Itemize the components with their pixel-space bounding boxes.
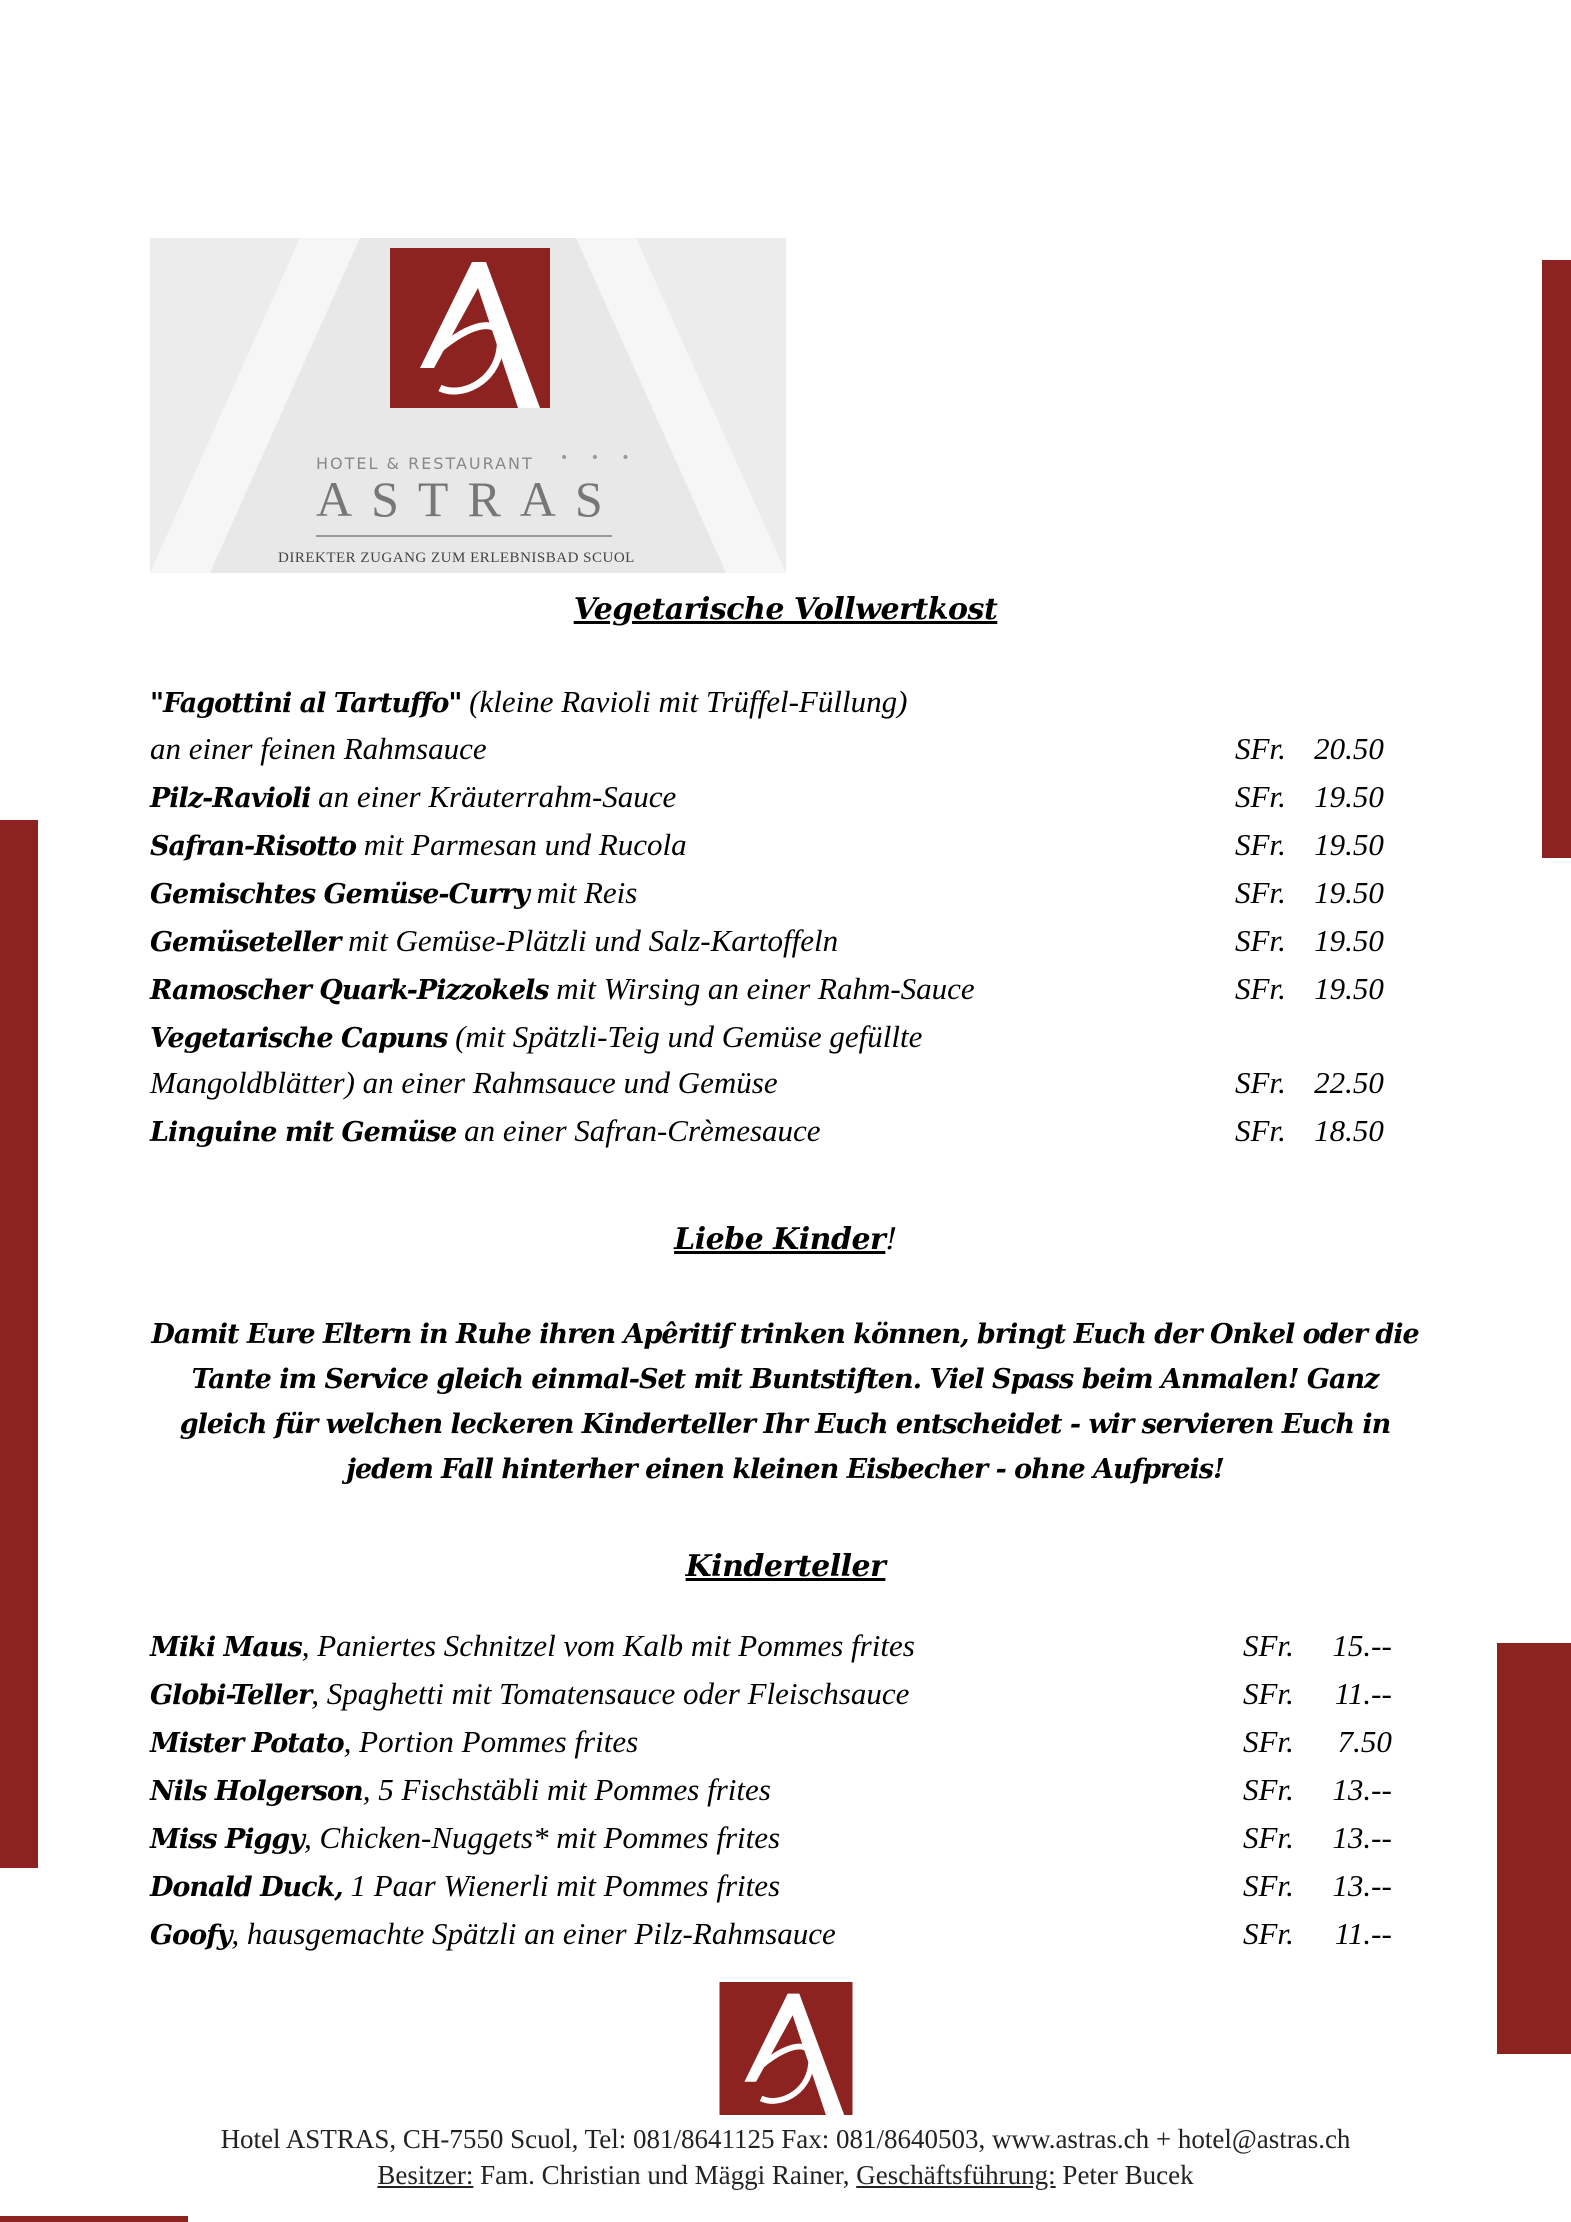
- footer-logo-icon: [718, 1982, 854, 2115]
- dish-description: mit Parmesan und Rucola: [356, 827, 687, 862]
- dish-description: mit Reis: [528, 875, 638, 910]
- dish-name: Miss Piggy: [150, 1824, 304, 1855]
- dish-price: SFr. 13.--: [1243, 1820, 1392, 1855]
- menu-item: [150, 821, 1390, 869]
- kids-heading: Liebe Kinder!: [674, 1222, 897, 1257]
- dish-description: mit Wirsing an einer Rahm-Sauce: [548, 971, 975, 1006]
- dish-description: , Chicken-Nuggets* mit Pommes frites: [303, 1820, 781, 1855]
- menu-item: [150, 1814, 1390, 1862]
- dish-description: , Paniertes Schnitzel vom Kalb mit Pommes frites: [301, 1628, 915, 1663]
- dish-name: Ramoscher Quark-Pizzokels: [150, 975, 549, 1006]
- dish-description: (mit Spätzli-Teig und Gemüse gefüllte: [447, 1019, 923, 1054]
- logo-divider: [316, 535, 612, 537]
- menu-item: [150, 1670, 1390, 1718]
- kids-intro-text: Damit Eure Eltern in Ruhe ihren Apêritif trinken können, bringt Euch der Onkel oder die Tante im Service gleich einmal-Set mit Buntstiften. Viel Spass beim Anmalen! Ganz gleich für welchen leckeren Kinderteller Ihr Euch entscheidet - wir servieren Euch in jedem Fall hinterher einen kleinen Eisbecher - ohne Aufpreis!: [151, 1319, 1419, 1485]
- menu-item: [150, 1718, 1390, 1766]
- logo-icon: [390, 248, 550, 408]
- menu-item: [150, 1013, 1390, 1061]
- dish-name: Gemischtes Gemüse-Curry: [150, 879, 529, 910]
- logo-hotel-label: HOTEL & RESTAURANT: [316, 454, 534, 473]
- dish-name: Vegetarische Capuns: [150, 1023, 448, 1054]
- menu-item: [150, 678, 1390, 726]
- dish-price: SFr. 19.50: [1235, 971, 1384, 1006]
- kids-menu-heading: Kinderteller: [685, 1549, 886, 1584]
- dish-name: Gemüseteller: [150, 927, 341, 958]
- dish-description: mit Gemüse-Plätzli und Salz-Kartoffeln: [340, 923, 839, 958]
- dish-description: , Portion Pommes frites: [343, 1724, 639, 1759]
- dish-price: SFr. 19.50: [1235, 827, 1384, 862]
- manager-label: Geschäftsführung:: [856, 2160, 1056, 2190]
- dish-name: Globi-Teller: [150, 1680, 312, 1711]
- dish-name: Pilz-Ravioli: [150, 783, 311, 814]
- dish-price: SFr. 11.--: [1243, 1676, 1392, 1711]
- dish-price: SFr. 22.50: [1235, 1065, 1384, 1100]
- dish-description: , hausgemachte Spätzli an einer Pilz-Rahmsauce: [231, 1916, 836, 1951]
- logo-name: ASTRAS: [316, 471, 622, 527]
- menu-item: [150, 1622, 1390, 1670]
- menu-item: [150, 1059, 1390, 1107]
- dish-price: SFr. 15.--: [1243, 1628, 1392, 1663]
- menu-item: [150, 1910, 1390, 1958]
- dish-price: SFr. 19.50: [1235, 779, 1384, 814]
- dish-name: Mister Potato: [150, 1728, 344, 1759]
- menu-item: [150, 965, 1390, 1013]
- logo-tagline: DIREKTER ZUGANG ZUM ERLEBNISBAD SCUOL: [278, 550, 635, 566]
- dish-description: (kleine Ravioli mit Trüffel-Füllung): [461, 684, 908, 719]
- dish-price: SFr. 11.--: [1243, 1916, 1392, 1951]
- menu-item: [150, 1107, 1390, 1155]
- dish-name: Miki Maus: [150, 1632, 302, 1663]
- dish-description: Mangoldblätter) an einer Rahmsauce und Gemüse: [150, 1065, 778, 1100]
- dish-description: , Spaghetti mit Tomatensauce oder Fleischsauce: [311, 1676, 910, 1711]
- dish-name: Linguine mit Gemüse: [150, 1117, 457, 1148]
- dish-name: Goofy: [150, 1920, 232, 1951]
- dish-price: SFr. 13.--: [1243, 1772, 1392, 1807]
- menu-item: [150, 1766, 1390, 1814]
- manager-name: Peter Bucek: [1055, 2160, 1194, 2190]
- menu-item: [150, 773, 1390, 821]
- dish-price: SFr. 18.50: [1235, 1113, 1384, 1148]
- dish-name: "Fagottini al Tartuffo": [150, 688, 462, 719]
- dish-name: Nils Holgerson: [150, 1776, 363, 1807]
- owner-label: Besitzer:: [377, 2160, 474, 2190]
- dish-price: SFr. 20.50: [1235, 731, 1384, 766]
- dish-description: an einer Safran-Crèmesauce: [456, 1113, 821, 1148]
- dish-name: Safran-Risotto: [150, 831, 357, 862]
- menu-item: [150, 1862, 1390, 1910]
- menu-item: [150, 869, 1390, 917]
- vegetarian-heading: Vegetarische Vollwertkost: [573, 592, 998, 627]
- dish-description: an einer feinen Rahmsauce: [150, 731, 487, 766]
- dish-price: SFr. 19.50: [1235, 923, 1384, 958]
- menu-item: [150, 725, 1390, 773]
- decorative-bar-bottom-left: [0, 2216, 188, 2222]
- owner-names: Fam. Christian und Mäggi Rainer,: [473, 2160, 857, 2190]
- hotel-logo: [150, 238, 786, 573]
- dish-price: SFr. 19.50: [1235, 875, 1384, 910]
- dish-description: 1 Paar Wienerli mit Pommes frites: [342, 1868, 781, 1903]
- dish-description: an einer Kräuterrahm-Sauce: [310, 779, 677, 814]
- dish-description: , 5 Fischstäbli mit Pommes frites: [362, 1772, 771, 1807]
- dish-name: Donald Duck,: [150, 1872, 343, 1903]
- decorative-bar-left: [0, 820, 38, 1868]
- decorative-bar-right-top: [1542, 260, 1571, 858]
- menu-item: [150, 917, 1390, 965]
- logo-stars: • • •: [560, 450, 639, 466]
- decorative-bar-right-bottom: [1497, 1643, 1571, 2054]
- dish-price: SFr. 13.--: [1243, 1868, 1392, 1903]
- footer-address: Hotel ASTRAS, CH-7550 Scuol, Tel: 081/8641125 Fax: 081/8640503, www.astras.ch + hotel@astras.ch: [220, 2124, 1351, 2154]
- footer-owners: [0, 2160, 1571, 2191]
- dish-price: SFr. 7.50: [1243, 1724, 1392, 1759]
